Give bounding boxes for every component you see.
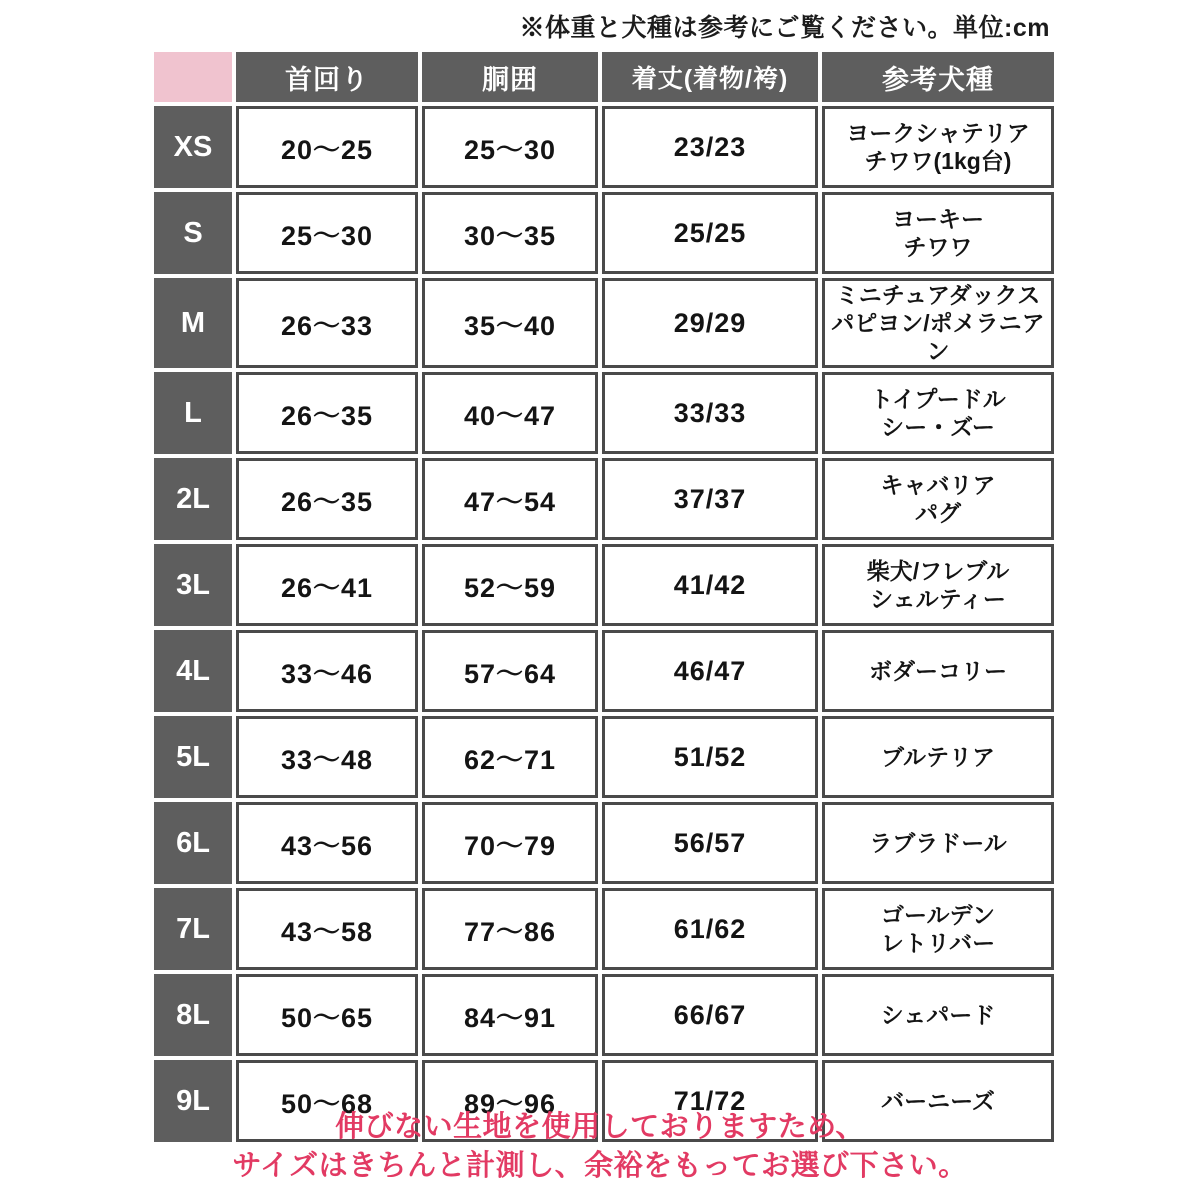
cell-breed (822, 106, 1054, 188)
cell-size: 8L (154, 974, 232, 1056)
cell-neck: 26〜33 (236, 278, 418, 368)
breed-line-2: パグ (915, 500, 961, 527)
breed-line-1: トイプードル (870, 386, 1006, 413)
unit-note: ※体重と犬種は参考にご覧ください。単位:cm (519, 14, 1050, 42)
breed-line-1: シェパード (880, 1002, 996, 1029)
header-neck: 首回り (236, 52, 418, 102)
cell-breed (822, 888, 1054, 970)
breed-line-1: ゴールデン (880, 902, 996, 929)
breed-line-1: ラブラドール (869, 830, 1007, 857)
cell-length: 51/52 (602, 716, 818, 798)
header-chest: 胴囲 (422, 52, 598, 102)
cell-length: 29/29 (602, 278, 818, 368)
cell-length: 56/57 (602, 802, 818, 884)
table-row (154, 278, 1054, 368)
size-table (150, 48, 1058, 1146)
cell-breed (822, 716, 1054, 798)
table-row (154, 372, 1054, 454)
cell-size: 3L (154, 544, 232, 626)
cell-size: 2L (154, 458, 232, 540)
cell-neck: 50〜65 (236, 974, 418, 1056)
breed-line-1: ミニチュアダックス (835, 282, 1041, 308)
cell-size: XS (154, 106, 232, 188)
table-header (154, 52, 1054, 102)
cell-length: 46/47 (602, 630, 818, 712)
cell-breed (822, 802, 1054, 884)
cell-breed (822, 372, 1054, 454)
cell-neck: 33〜46 (236, 630, 418, 712)
cell-size: L (154, 372, 232, 454)
cell-breed (822, 544, 1054, 626)
table-row (154, 630, 1054, 712)
table-body (154, 106, 1054, 1142)
breed-line-2: チワワ (903, 234, 973, 260)
cell-chest: 84〜91 (422, 974, 598, 1056)
table-row (154, 716, 1054, 798)
table-row (154, 458, 1054, 540)
cell-length: 61/62 (602, 888, 818, 970)
cell-length: 23/23 (602, 106, 818, 188)
cell-chest: 47〜54 (422, 458, 598, 540)
breed-line-1: 柴犬/フレブル (866, 558, 1010, 585)
footnote-line-2: サイズはきちんと計測し、余裕をもってお選び下さい。 (232, 1149, 968, 1182)
cell-chest: 70〜79 (422, 802, 598, 884)
table-row (154, 192, 1054, 274)
breed-line-2: パピヨン/ポメラニアン (831, 310, 1045, 365)
breed-line-2: チワワ(1kg台) (864, 148, 1012, 174)
breed-line-2: レトリバー (880, 930, 996, 957)
table-row (154, 544, 1054, 626)
header-corner-cell (154, 52, 232, 102)
cell-size: S (154, 192, 232, 274)
table-header-row (154, 52, 1054, 102)
cell-neck: 50〜68 (236, 1060, 418, 1142)
cell-length: 25/25 (602, 192, 818, 274)
cell-chest: 89〜96 (422, 1060, 598, 1142)
cell-breed (822, 974, 1054, 1056)
cell-size: 4L (154, 630, 232, 712)
cell-neck: 26〜35 (236, 458, 418, 540)
size-table-container (150, 48, 1050, 1146)
cell-neck: 25〜30 (236, 192, 418, 274)
cell-size: 6L (154, 802, 232, 884)
cell-length: 41/42 (602, 544, 818, 626)
cell-length: 66/67 (602, 974, 818, 1056)
footnote (0, 1108, 1200, 1186)
breed-line-1: キャバリア (880, 472, 996, 499)
header-length: 着丈(着物/袴) (602, 52, 818, 102)
breed-line-2: シー・ズー (881, 414, 995, 441)
cell-breed (822, 630, 1054, 712)
table-row (154, 106, 1054, 188)
cell-size: 5L (154, 716, 232, 798)
breed-line-1: バーニーズ (881, 1088, 995, 1115)
breed-line-2: シェルティー (870, 586, 1006, 613)
cell-length: 33/33 (602, 372, 818, 454)
cell-neck: 26〜41 (236, 544, 418, 626)
table-row (154, 888, 1054, 970)
cell-size: 7L (154, 888, 232, 970)
table-row (154, 802, 1054, 884)
cell-neck: 43〜56 (236, 802, 418, 884)
cell-breed (822, 458, 1054, 540)
cell-length: 71/72 (602, 1060, 818, 1142)
breed-line-1: ヨーキー (892, 205, 984, 232)
breed-line-1: ブルテリア (880, 744, 996, 771)
cell-chest: 40〜47 (422, 372, 598, 454)
cell-neck: 20〜25 (236, 106, 418, 188)
cell-chest: 57〜64 (422, 630, 598, 712)
cell-size: 9L (154, 1060, 232, 1142)
header-breed: 参考犬種 (822, 52, 1054, 102)
cell-chest: 25〜30 (422, 106, 598, 188)
cell-neck: 43〜58 (236, 888, 418, 970)
cell-chest: 52〜59 (422, 544, 598, 626)
cell-breed (822, 192, 1054, 274)
cell-neck: 33〜48 (236, 716, 418, 798)
breed-line-1: ボダーコリー (869, 658, 1007, 685)
cell-neck: 26〜35 (236, 372, 418, 454)
cell-length: 37/37 (602, 458, 818, 540)
cell-chest: 77〜86 (422, 888, 598, 970)
table-row (154, 974, 1054, 1056)
cell-size: M (154, 278, 232, 368)
breed-line-1: ヨークシャテリア (846, 119, 1030, 146)
cell-chest: 62〜71 (422, 716, 598, 798)
footnote-line-1: 伸びない生地を使用しておりますため、 (335, 1110, 865, 1143)
cell-breed (822, 278, 1054, 368)
cell-chest: 35〜40 (422, 278, 598, 368)
cell-chest: 30〜35 (422, 192, 598, 274)
